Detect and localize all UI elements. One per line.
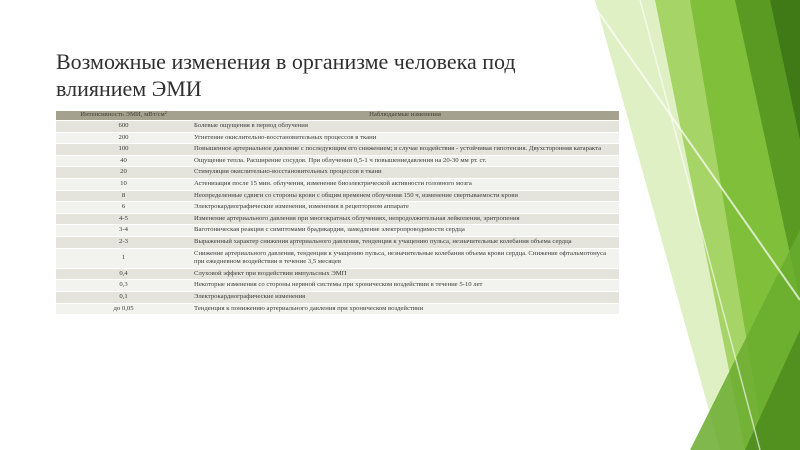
cell-effect: Стимуляция окислительно-восстановительных процессов в ткани — [191, 167, 619, 179]
table-row — [56, 178, 619, 190]
cell-intensity: 100 — [56, 144, 191, 156]
cell-effect: Повышенное артериальное давление с последующим его снижением; в случае воздействия - устойчивая гипотензия. Двухсторонняя катаракта — [191, 144, 619, 156]
table-row — [56, 225, 619, 237]
slide-title — [56, 48, 616, 102]
cell-effect: Угнетение окислительно-восстановительных процессов в ткани — [191, 132, 619, 144]
table-row — [56, 303, 619, 315]
table-row — [56, 144, 619, 156]
table-row — [56, 213, 619, 225]
cell-intensity: 8 — [56, 190, 191, 202]
table-row — [56, 280, 619, 292]
cell-intensity: 20 — [56, 167, 191, 179]
cell-intensity: 4-5 — [56, 213, 191, 225]
table-row — [56, 121, 619, 133]
table-row — [56, 236, 619, 248]
cell-effect: Неопределенные сдвиги со стороны крови с общим временем облучения 150 ч, изменение свертываемости крови — [191, 190, 619, 202]
table-row — [56, 132, 619, 144]
table-row — [56, 167, 619, 179]
cell-effect: Слуховой эффект при воздействии импульсных ЭМП — [191, 268, 619, 280]
header-effects: Наблюдаемые изменения — [191, 111, 619, 121]
cell-effect: Тенденция к понижению артериального давления при хроническом воздействии — [191, 303, 619, 315]
cell-intensity: 0,3 — [56, 280, 191, 292]
cell-intensity: 0,4 — [56, 268, 191, 280]
table-row — [56, 190, 619, 202]
cell-intensity: 10 — [56, 178, 191, 190]
cell-intensity: 0,1 — [56, 291, 191, 303]
cell-intensity: 3-4 — [56, 225, 191, 237]
table-row — [56, 248, 619, 268]
cell-intensity: 2-3 — [56, 236, 191, 248]
cell-intensity: 40 — [56, 155, 191, 167]
cell-effect: Ощущение тепла. Расширение сосудов. При облучении 0,5-1 ч повышениедавления на 20-30 мм рт. ст. — [191, 155, 619, 167]
cell-effect: Болевые ощущения в период облучения — [191, 121, 619, 133]
header-intensity: Интенсивность ЭМИ, мВт/см² — [56, 111, 191, 121]
cell-intensity: 6 — [56, 202, 191, 214]
cell-effect: Электрокардиографические изменения — [191, 291, 619, 303]
cell-effect: Выраженный характер снижения артериального давления, тенденция к учащению пульса, незначительные колебания объема сердца — [191, 236, 619, 248]
table-row — [56, 202, 619, 214]
table-row — [56, 155, 619, 167]
cell-effect: Изменение артериального давления при многократных облучениях, непродолжительная лейкопения, эритропения — [191, 213, 619, 225]
cell-effect: Астенизация после 15 мин. облучения, изменение биоэлектрической активности головного мозга — [191, 178, 619, 190]
cell-intensity: 200 — [56, 132, 191, 144]
table-header-row — [56, 111, 619, 121]
table-row — [56, 268, 619, 280]
cell-effect: Некоторые изменения со стороны нервной системы при хроническом воздействии в течение 5-10 лет — [191, 280, 619, 292]
title-line-1: Возможные изменения в организме человека под — [56, 49, 516, 74]
cell-intensity: до 0,05 — [56, 303, 191, 315]
table-row — [56, 291, 619, 303]
emi-effects-table-container — [56, 111, 619, 431]
emi-effects-table — [56, 111, 619, 315]
title-line-2: влиянием ЭМИ — [56, 76, 202, 101]
cell-intensity: 1 — [56, 248, 191, 268]
cell-intensity: 600 — [56, 121, 191, 133]
cell-effect: Ваготоническая реакция с симптомами брадикардии, замедление электропроводимости сердца — [191, 225, 619, 237]
cell-effect: Снижение артериального давления, тенденция к учащению пульса, незначительные колебания объема крови сердца. Снижение офтальмотонуса при ежедневном воздействии в течение 3,5 месяцев — [191, 248, 619, 268]
cell-effect: Электрокардиографические изменения, изменения в рецепторном аппарате — [191, 202, 619, 214]
